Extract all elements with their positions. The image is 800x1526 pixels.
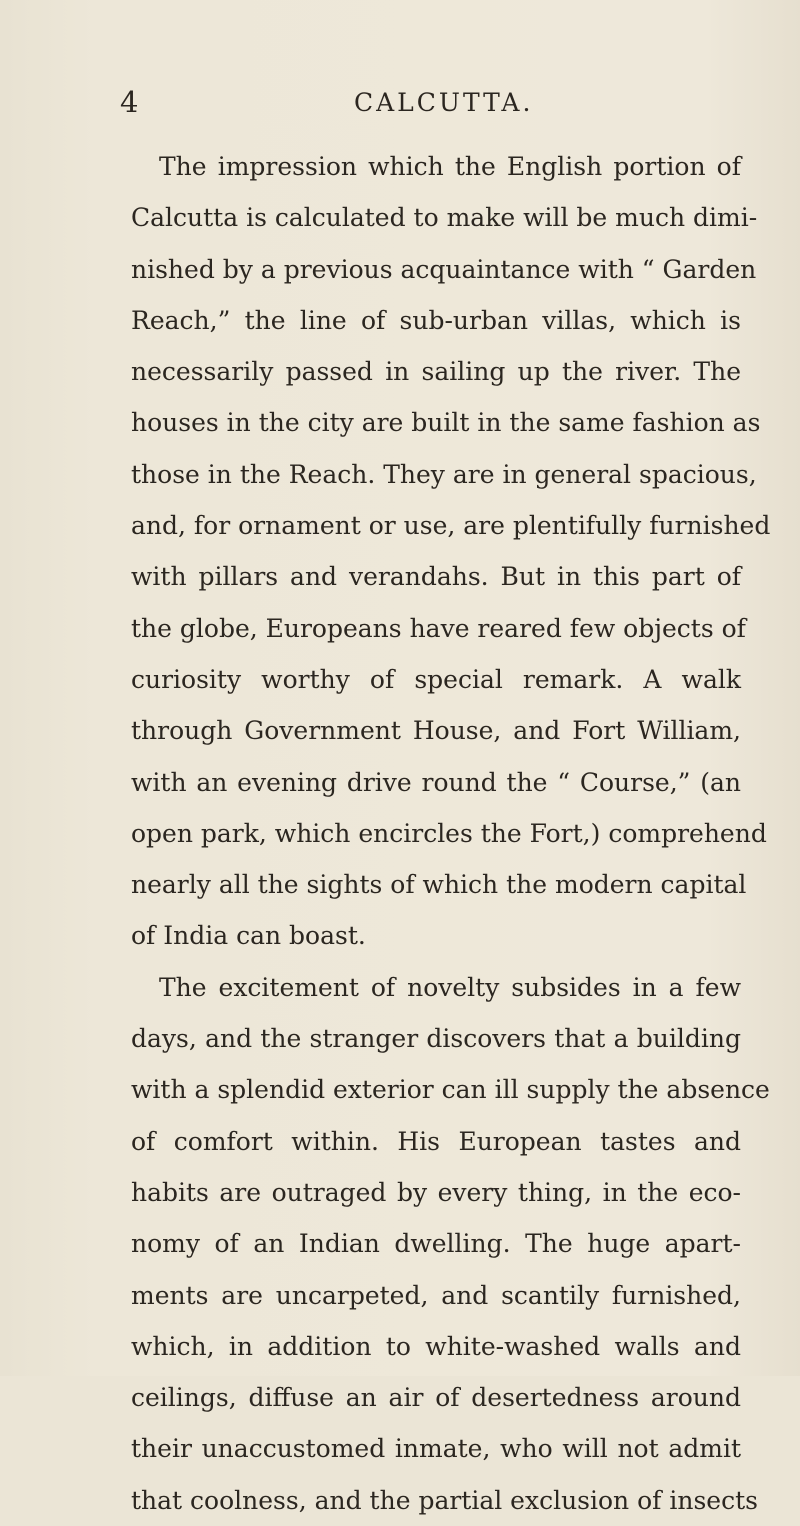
text-line: nished by a previous acquaintance with “ Garden [131, 254, 757, 284]
text-line: which, in addition to white-washed walls and [131, 1331, 741, 1361]
text-line: days, and the stranger discovers that a building [131, 1024, 741, 1054]
text-line: and, for ornament or use, are plentifully furnished [131, 511, 771, 541]
text-line: necessarily passed in sailing up the river. The [131, 357, 741, 387]
text-line: their unaccustomed inmate, who will not admit [131, 1434, 741, 1464]
text-line: with an evening drive round the “ Course,” (an [131, 767, 741, 797]
text-line: houses in the city are built in the same fashion as [131, 408, 761, 438]
text-line: The excitement of novelty subsides in a few [159, 972, 741, 1002]
text-line: open park, which encircles the Fort,) comprehend [131, 818, 767, 848]
text-line: through Government House, and Fort William, [131, 716, 741, 746]
page-number: 4 [120, 85, 139, 119]
text-line: of comfort within. His European tastes and [131, 1126, 741, 1156]
text-line: habits are outraged by every thing, in the eco- [131, 1177, 741, 1207]
text-line: ments are uncarpeted, and scantily furnished, [131, 1280, 741, 1310]
page-header [120, 82, 740, 124]
text-line: curiosity worthy of special remark. A walk [131, 664, 741, 694]
text-line: of India can boast. [131, 921, 366, 951]
text-line: with pillars and verandahs. But in this part of [131, 562, 741, 592]
text-line: The impression which the English portion of [159, 152, 741, 181]
text-line: those in the Reach. They are in general spacious, [131, 459, 757, 489]
text-line: Reach,” the line of sub-urban villas, which is [131, 305, 741, 335]
text-line: with a splendid exterior can ill supply the absence [131, 1075, 770, 1105]
text-line: nearly all the sights of which the modern capital [131, 870, 747, 900]
text-line: the globe, Europeans have reared few objects of [131, 613, 746, 643]
text-line: Calcutta is calculated to make will be much dimi- [131, 203, 758, 233]
text-line: ceilings, diffuse an air of desertedness around [131, 1383, 741, 1413]
text-line: that coolness, and the partial exclusion of insects [131, 1485, 758, 1515]
body-text [131, 141, 771, 1526]
text-line: nomy of an Indian dwelling. The huge apart- [131, 1229, 741, 1259]
running-title: CALCUTTA. [354, 88, 534, 117]
